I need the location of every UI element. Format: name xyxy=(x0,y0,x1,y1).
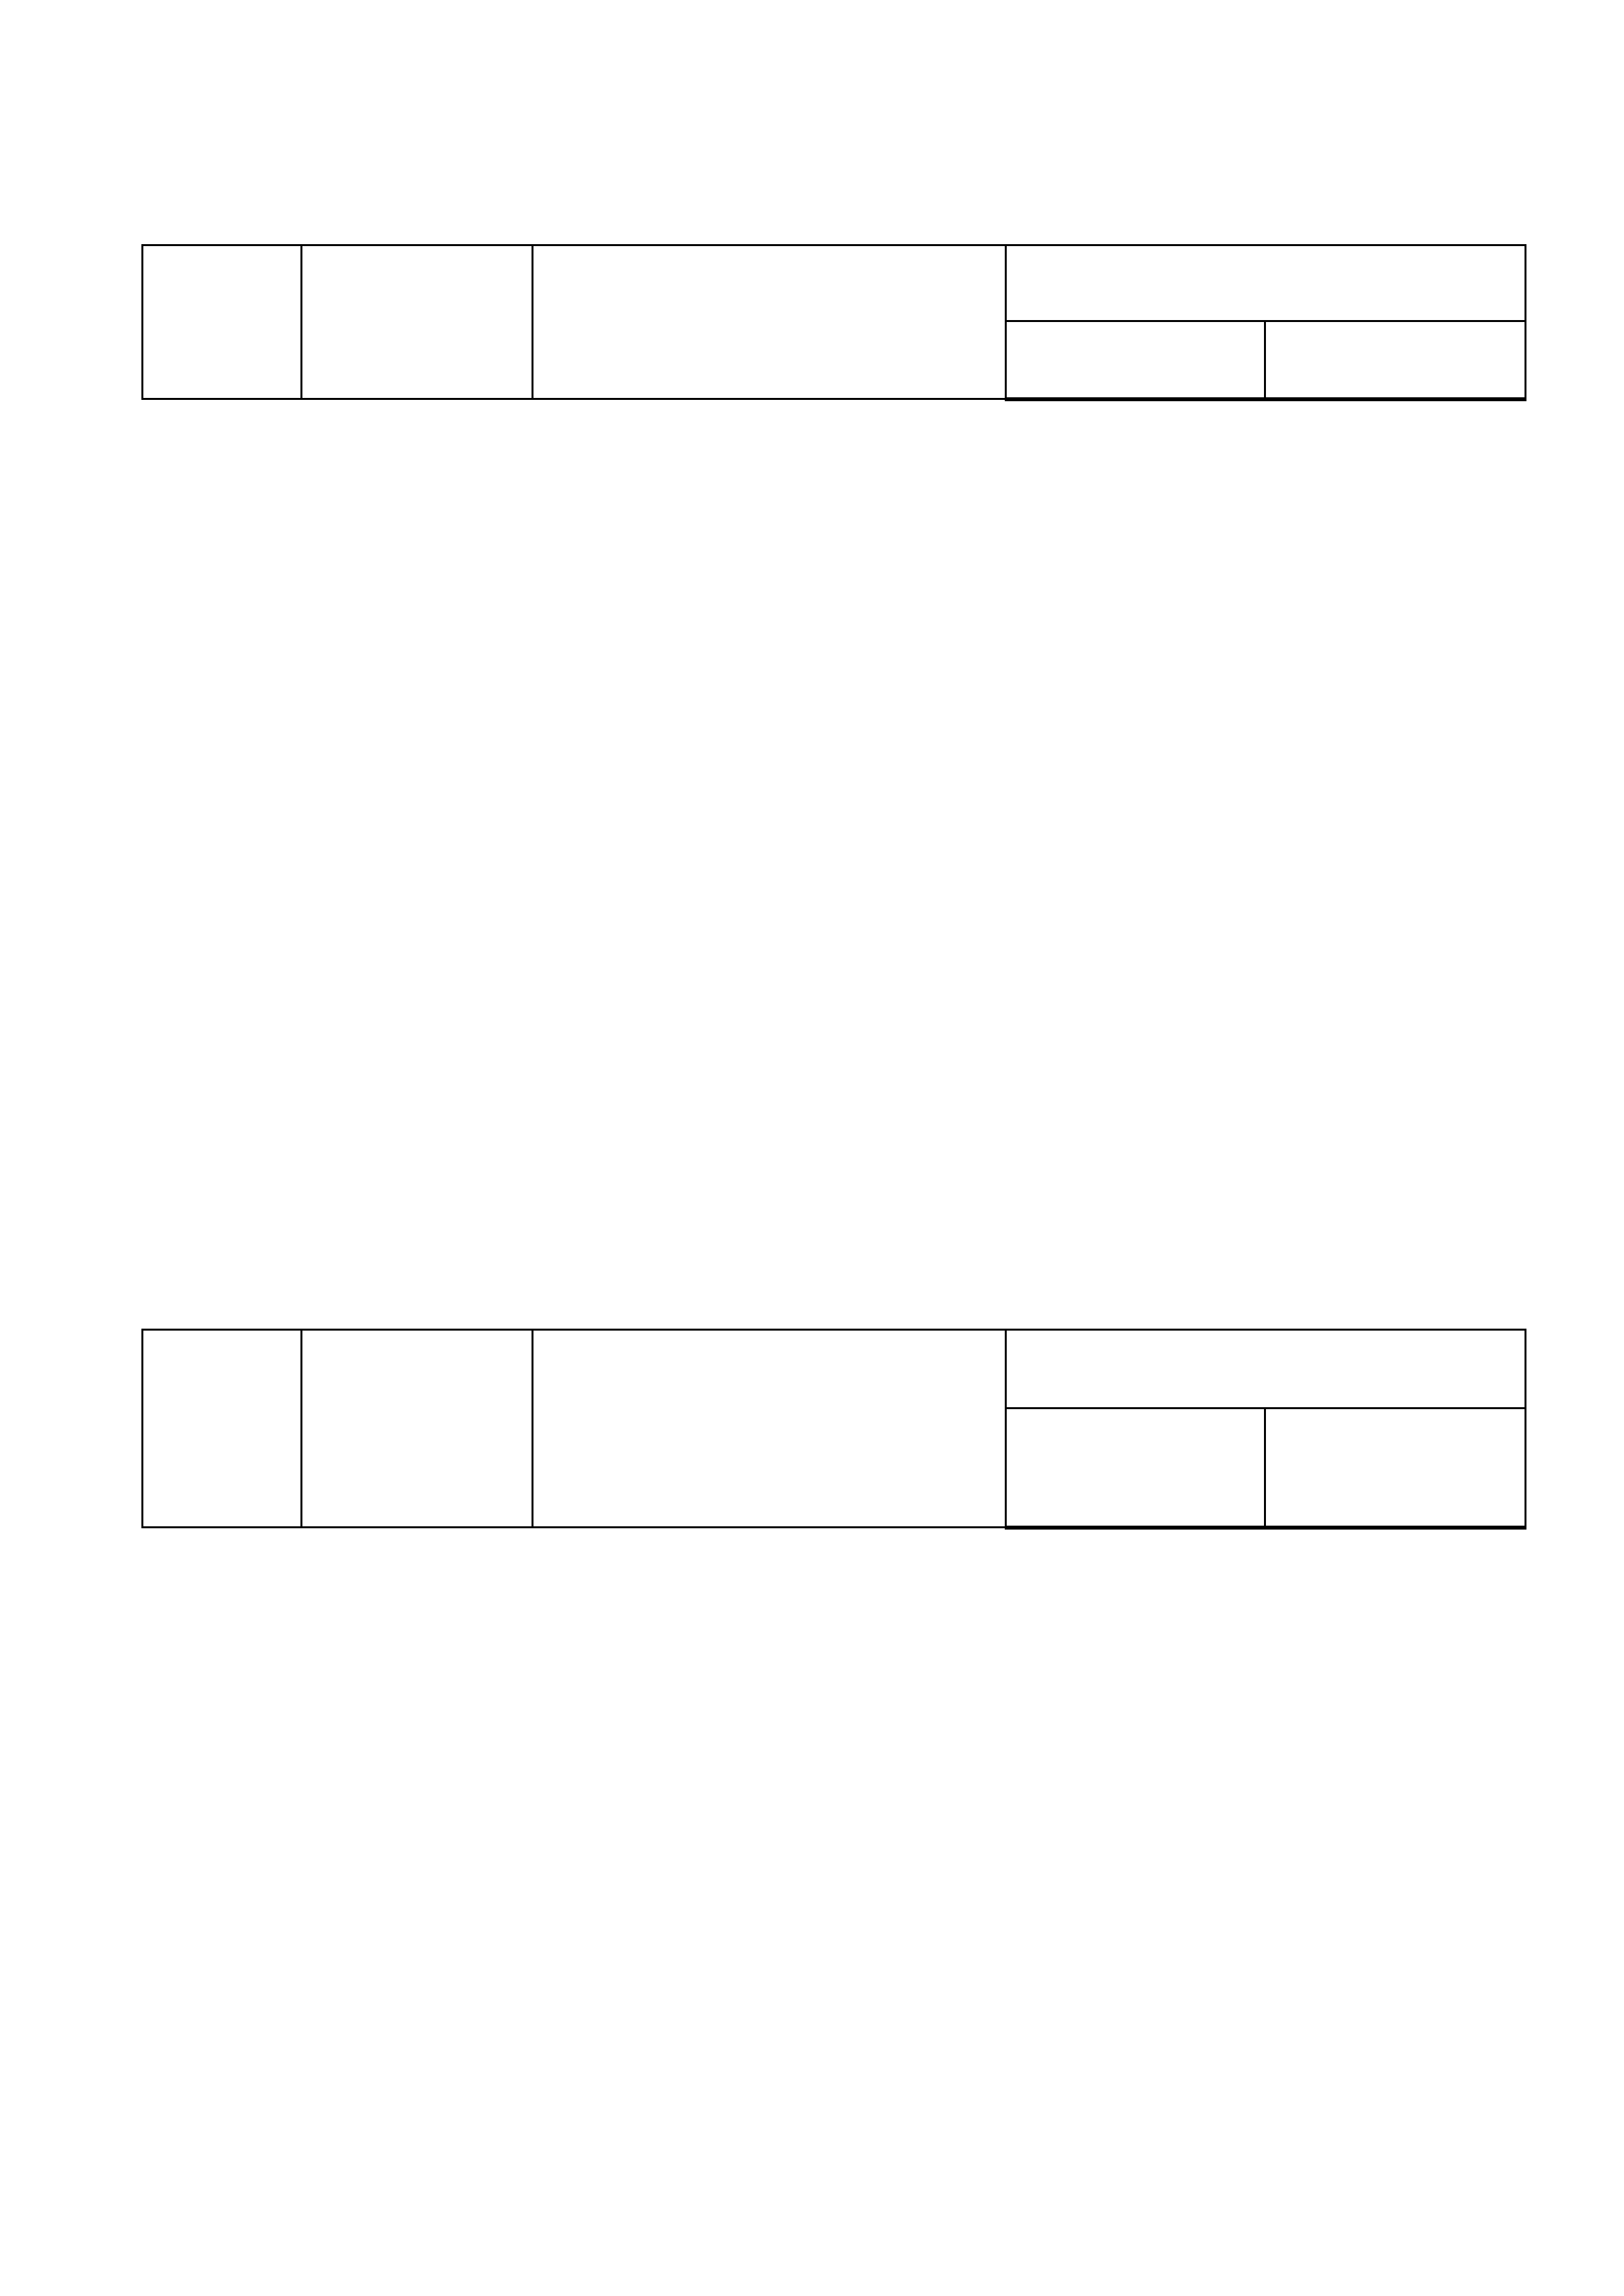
table19 xyxy=(141,1329,1526,1530)
header-positions xyxy=(302,1330,533,1528)
table18 xyxy=(141,244,1526,401)
header-part-names xyxy=(533,245,1006,399)
header-designation xyxy=(143,1330,302,1528)
header-by-drawing xyxy=(1006,321,1265,399)
header-limit-after-repair xyxy=(1265,321,1526,399)
header-gap xyxy=(1006,245,1526,321)
header-by-drawing xyxy=(1006,1408,1265,1528)
header-limit-after-repair xyxy=(1265,1408,1526,1528)
header-part-names xyxy=(533,1330,1006,1528)
page-number xyxy=(1440,2245,1506,2284)
header-positions xyxy=(302,245,533,399)
header-designation xyxy=(143,245,302,399)
header-gap xyxy=(1006,1330,1526,1408)
document-code xyxy=(1021,0,1519,39)
